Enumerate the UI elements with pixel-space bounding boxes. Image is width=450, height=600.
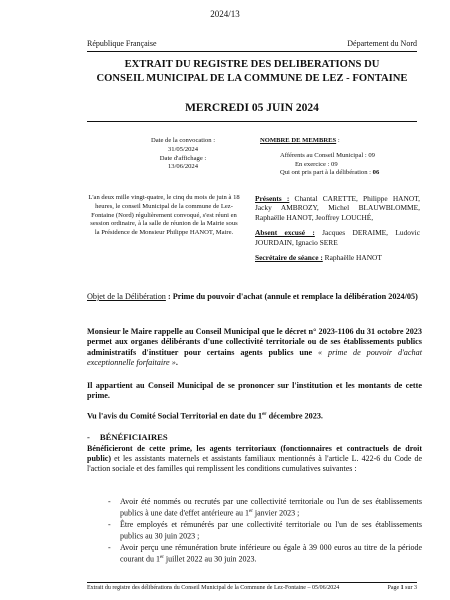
paragraph-committee (87, 410, 422, 422)
footer-rule (87, 582, 417, 583)
decree-reference: Monsieur le Maire rappelle au Conseil Municipal que le décret n° 2023-1106 du 31 octobre 2023 (87, 327, 422, 336)
members-heading-colon: : (336, 137, 340, 144)
attendance-block (255, 194, 420, 262)
page-current: 1 (400, 585, 404, 591)
members-participants-value: 06 (372, 169, 380, 177)
page-footer (87, 585, 417, 591)
committee-text: Vu l'avis du Comité Social Territorial en date du 1 (87, 411, 263, 421)
decree-period: . (175, 358, 178, 368)
list-item (102, 520, 422, 542)
affichage-date-label: Date d'affichage : (159, 154, 207, 162)
title-line-1: EXTRAIT DU REGISTRE DES DELIBERATIONS DU (124, 59, 380, 70)
page-total: 3 (414, 585, 417, 591)
section-intro-rest: et les assistants maternels et assistants familiaux mentionnés à l'article L. 422-6 du Code de l'action sociale et des familles qui remplissent les conditions cumulatives suivantes : (87, 454, 422, 474)
list-item (102, 497, 422, 519)
header-republic: République Française (87, 39, 157, 48)
present-label: Présents : (255, 194, 290, 203)
section-heading-text: BÉNÉFICIAIRES (99, 432, 168, 442)
object-label: Objet de la Délibération (87, 292, 166, 301)
secretary-name: Raphaëlle HANOT (322, 253, 382, 263)
absent-names: Jacques DERAIME, Ludovic JOURDAIN, Ignacio SERE (255, 228, 420, 247)
condition-text: Avoir perçu une rémunération brute inférieure ou égale à 39 000 euros au titre de la période courant du 1 (120, 543, 422, 564)
list-item (102, 543, 422, 565)
page-sep: sur (403, 585, 414, 591)
paragraph-council: Il appartient au Conseil Municipal de se prononcer sur l'institution et les montants de cette prime. (87, 381, 422, 401)
members-participants-label: Qui ont pris part à la délibération : (280, 169, 373, 177)
header-department: Département du Nord (347, 39, 417, 48)
present-list (255, 194, 420, 222)
condition-sup: er (249, 509, 253, 515)
section-dash: - (87, 432, 90, 442)
condition-end: janvier 2023 ; (252, 508, 300, 518)
condition-text: Avoir été nommés ou recrutés par une collectivité territoriale ou l'un de ses établissements publics à une date d'effet antérieure au 1 (120, 497, 422, 518)
condition-end: juillet 2022 au 30 juin 2023. (163, 554, 257, 564)
page-number (387, 585, 417, 591)
present-names: Chantal CARETTE, Philippe HANOT, Jacky AMBROZY, Michel BLAUWBLOMME, Raphaëlle HANOT, Jeoffrey LOUCHÉ, (255, 194, 420, 222)
convocation-date-value: 31/05/2024 (167, 145, 199, 153)
deliberation-object (87, 292, 422, 303)
convocation-date-label: Date de la convocation : (150, 137, 216, 144)
members-afferents: Afférents au Conseil Municipal : 09 (280, 151, 375, 159)
secretary-line (255, 253, 420, 262)
members-exercice: En exercice : 09 (295, 160, 338, 168)
committee-date: décembre 2023. (266, 411, 323, 421)
page-label: Page (387, 585, 401, 591)
title-line-2: CONSEIL MUNICIPAL DE LA COMMUNE DE LEZ - FONTAINE (96, 73, 408, 84)
paragraph-decree (87, 327, 422, 369)
affichage-date-value: 13/06/2024 (167, 163, 199, 171)
session-date-title: MERCREDI 05 JUIN 2024 (185, 102, 319, 114)
title-top-rule (87, 51, 417, 52)
absent-label: Absent excusé : (255, 228, 315, 238)
committee-sup: er (262, 412, 267, 417)
session-intro: L'an deux mille vingt-quatre, le cinq du mois de juin à 18 heures, le conseil Municipal de la commune de Lez-Fontaine (Nord) régulièrement convoqué, s'est réuni en session ordinaire, à la salle de réunion de la Mairie sous la Présidence de Monsieur Philippe HANOT, Maire. (88, 194, 240, 237)
footer-text: Extrait du registre des délibérations du Conseil Municipal de la Commune de Lez-Fontaine – 05/06/2024 (87, 585, 340, 591)
title-bottom-rule (87, 121, 417, 122)
absent-list (255, 228, 420, 247)
section-heading (87, 432, 168, 442)
document-reference: 2024/13 (210, 9, 240, 19)
section-intro (87, 444, 422, 475)
convocation-block (128, 137, 238, 172)
decree-scope: permet aux organes délibérants d'une collectivité territoriale ou de ses établissements publics administratifs d'instituer pour certains agents publics une (87, 337, 422, 357)
condition-sup: er (160, 555, 164, 561)
members-heading: NOMBRE DE MEMBRES (260, 137, 337, 144)
section-intro-bold: Bénéficieront de cette prime, les agents territoriaux (fonctionnaires et contractuels de droit public) (87, 444, 422, 464)
prime-name: « prime de pouvoir d'achat exceptionnelle forfaitaire » (87, 347, 422, 368)
members-block (250, 137, 425, 178)
condition-text: Être employés et rémunérés par une collectivité territoriale ou l'un de ses établissements publics au 30 juin 2023 ; (120, 520, 422, 541)
secretary-label: Secrétaire de séance : (255, 253, 323, 263)
object-text: : Prime du pouvoir d'achat (annule et remplace la délibération 2024/05) (165, 292, 418, 301)
conditions-list (102, 497, 422, 566)
